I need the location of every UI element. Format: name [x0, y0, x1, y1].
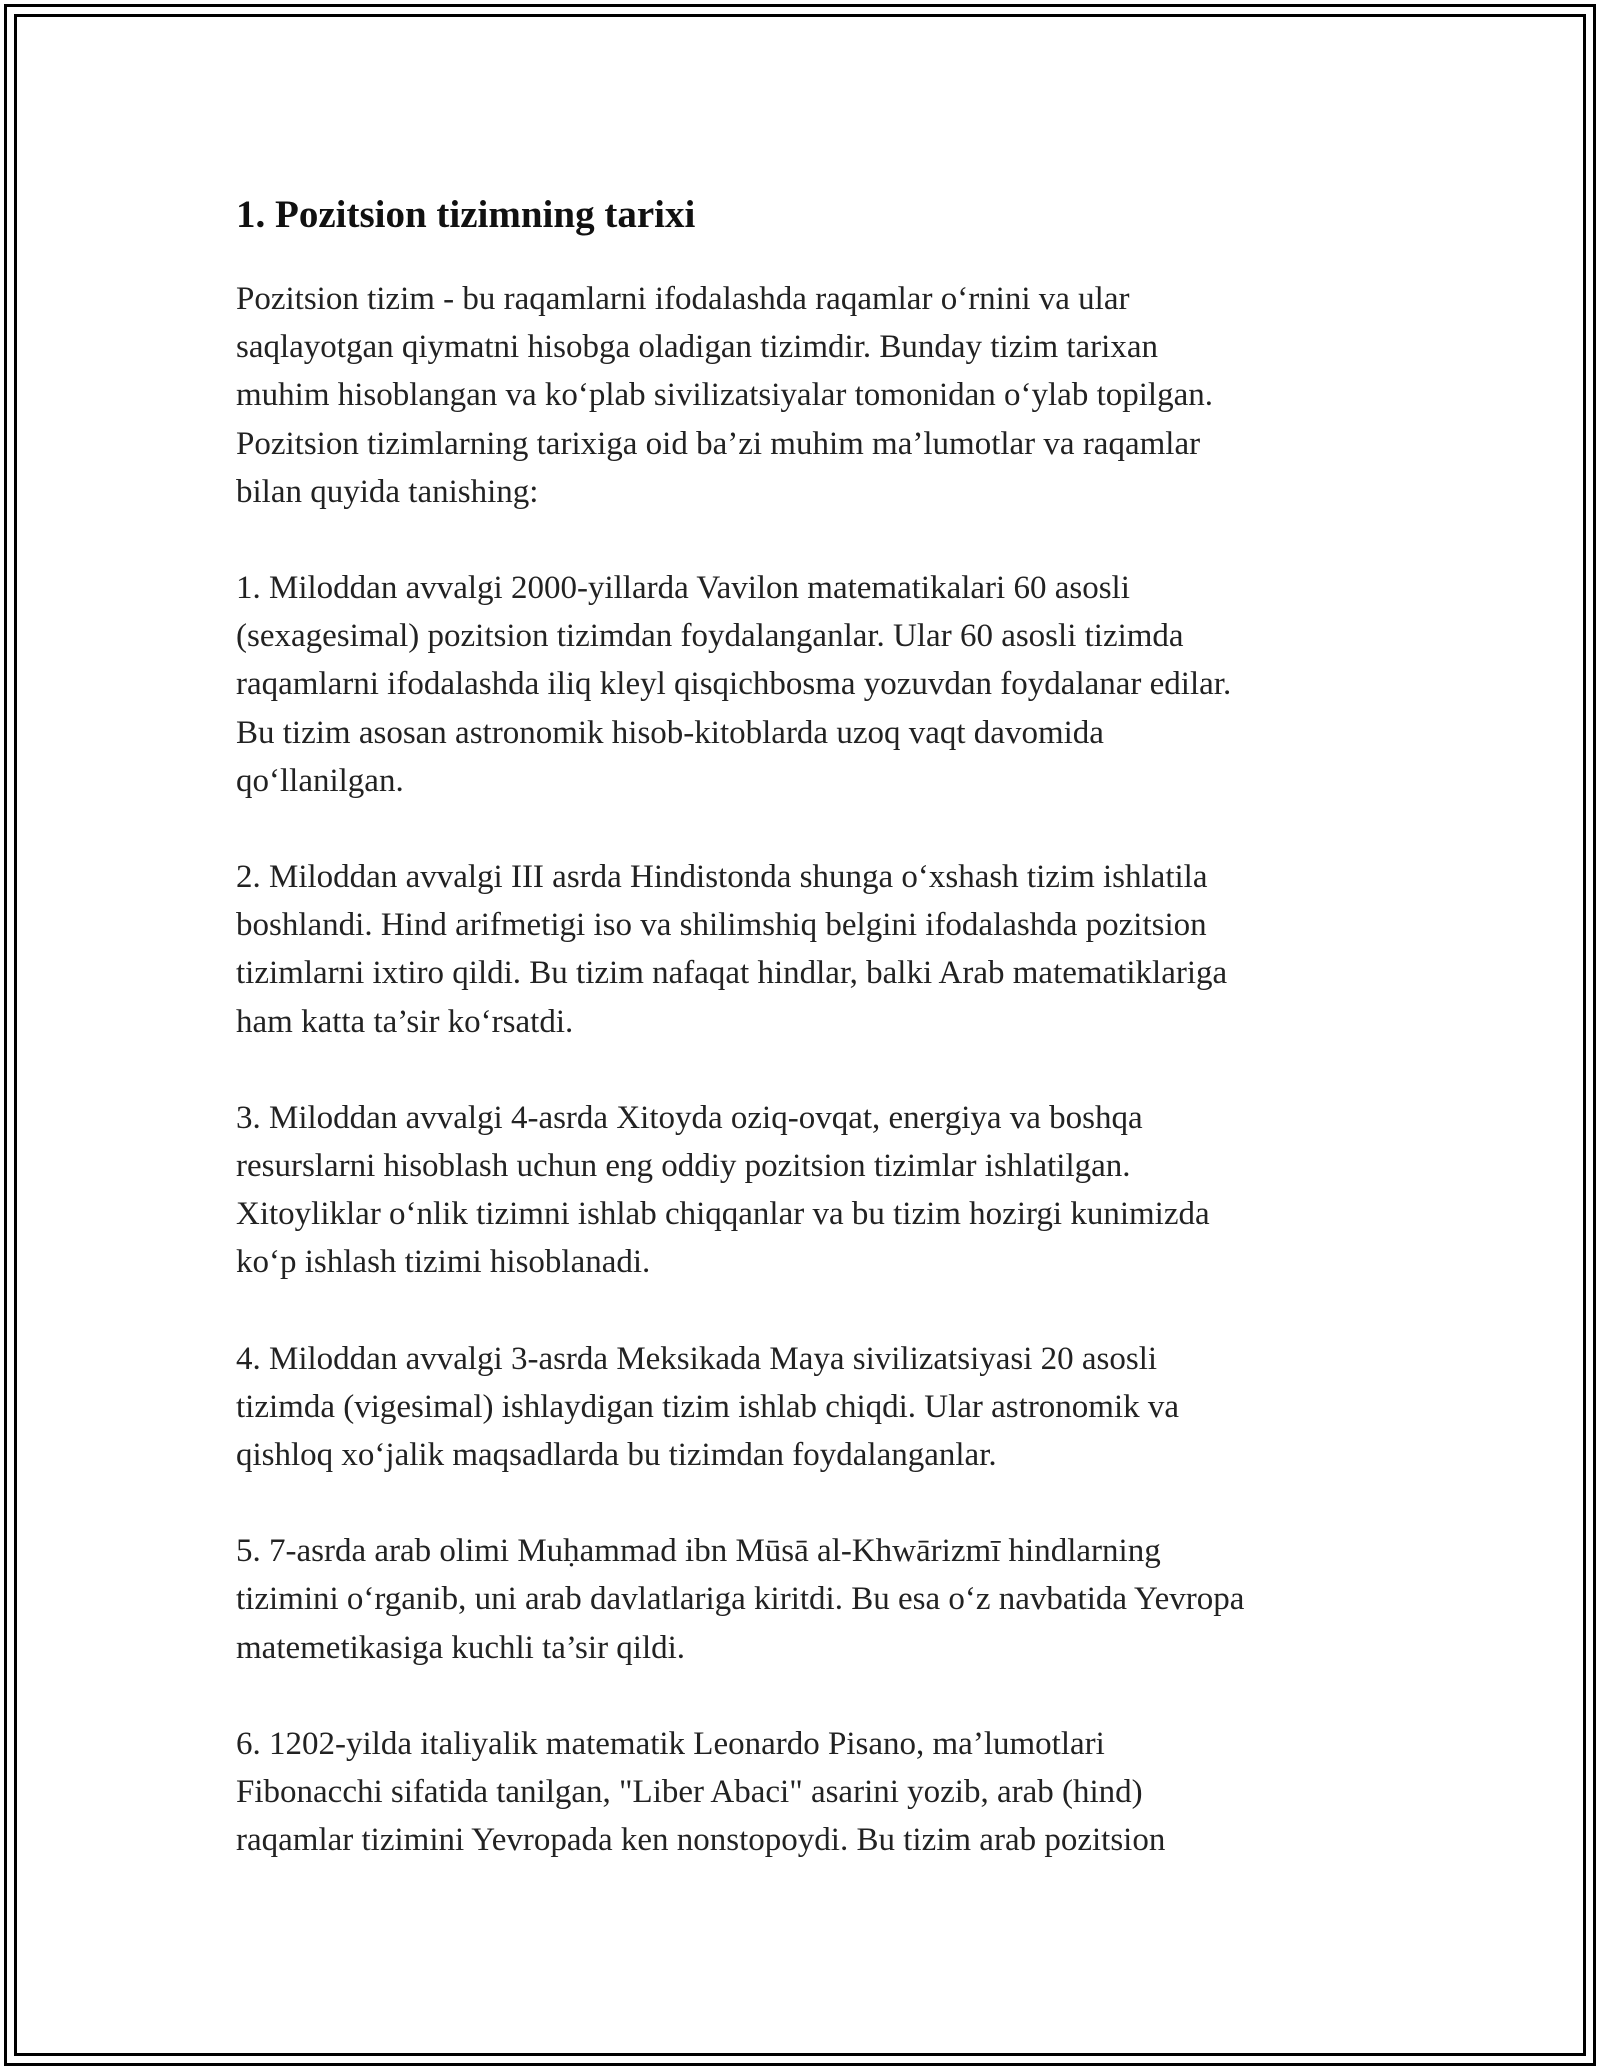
- text-line: Pozitsion tizimlarning tarixiga oid ba’zi muhim ma’lumotlar va raqamlar: [236, 425, 1201, 462]
- list-item-paragraph: [236, 1094, 1376, 1287]
- text-line: tizimlarni ixtiro qildi. Bu tizim nafaqat hindlar, balki Arab matematiklariga: [236, 955, 1228, 992]
- text-line: Xitoyliklar o‘nlik tizimni ishlab chiqqanlar va bu tizim hozirgi kunimizda: [236, 1196, 1210, 1233]
- list-item-paragraph: [236, 1335, 1376, 1480]
- text-line: muhim hisoblangan va ko‘plab sivilizatsiyalar tomonidan o‘ylab topilgan.: [236, 377, 1213, 414]
- text-line: boshlandi. Hind arifmetigi iso va shilimshiq belgini ifodalashda pozitsion: [236, 907, 1207, 944]
- text-line: 4. Miloddan avvalgi 3-asrda Meksikada Maya sivilizatsiyasi 20 asosli: [236, 1340, 1158, 1377]
- text-line: resurslarni hisoblash uchun eng oddiy pozitsion tizimlar ishlatilgan.: [236, 1148, 1131, 1185]
- list-item-paragraph: [236, 564, 1376, 805]
- text-line: ko‘p ishlash tizimi hisoblanadi.: [236, 1244, 651, 1281]
- text-line: tizimda (vigesimal) ishlaydigan tizim ishlab chiqdi. Ular astronomik va: [236, 1388, 1180, 1425]
- text-line: matemetikasiga kuchli ta’sir qildi.: [236, 1629, 686, 1666]
- text-line: Bu tizim asosan astronomik hisob-kitoblarda uzoq vaqt davomida: [236, 714, 1104, 751]
- text-line: Pozitsion tizim - bu raqamlarni ifodalashda raqamlar o‘rnini va ular: [236, 281, 1130, 317]
- text-line: saqlayotgan qiymatni hisobga oladigan tizimdir. Bunday tizim tarixan: [236, 329, 1158, 366]
- text-line: 2. Miloddan avvalgi III asrda Hindistonda shunga o‘xshash tizim ishlatila: [236, 859, 1208, 896]
- document-body: [236, 185, 1376, 1912]
- text-line: raqamlarni ifodalashda iliq kleyl qisqichbosma yozuvdan foydalanar edilar.: [236, 666, 1232, 703]
- paragraph-list: [236, 275, 1376, 1864]
- text-line: raqamlar tizimini Yevropada ken nonstopoydi. Bu tizim arab pozitsion: [236, 1822, 1166, 1859]
- text-line: 5. 7-asrda arab olimi Muḥammad ibn Mūsā al-Khwārizmī hindlarning: [236, 1533, 1161, 1570]
- intro-paragraph: [236, 275, 1376, 516]
- list-item-paragraph: [236, 1720, 1376, 1865]
- text-line: qishloq xo‘jalik maqsadlarda bu tizimdan foydalanganlar.: [236, 1437, 997, 1474]
- text-line: bilan quyida tanishing:: [236, 473, 539, 510]
- section-heading: 1. Pozitsion tizimning tarixi: [236, 193, 696, 236]
- text-line: 3. Miloddan avvalgi 4-asrda Xitoyda oziq-ovqat, energiya va boshqa: [236, 1099, 1143, 1136]
- list-item-paragraph: [236, 1527, 1376, 1672]
- text-line: ham katta ta’sir ko‘rsatdi.: [236, 1003, 574, 1040]
- text-line: (sexagesimal) pozitsion tizimdan foydalanganlar. Ular 60 asosli tizimda: [236, 618, 1184, 655]
- text-line: 1. Miloddan avvalgi 2000-yillarda Vavilon matematikalari 60 asosli: [236, 570, 1130, 607]
- text-line: qo‘llanilgan.: [236, 762, 404, 799]
- text-line: tizimini o‘rganib, uni arab davlatlariga kiritdi. Bu esa o‘z navbatida Yevropa: [236, 1581, 1245, 1618]
- list-item-paragraph: [236, 853, 1376, 1046]
- text-line: 6. 1202-yilda italiyalik matematik Leonardo Pisano, ma’lumotlari: [236, 1725, 1105, 1762]
- text-line: Fibonacchi sifatida tanilgan, "Liber Abaci" asarini yozib, arab (hind): [236, 1774, 1143, 1811]
